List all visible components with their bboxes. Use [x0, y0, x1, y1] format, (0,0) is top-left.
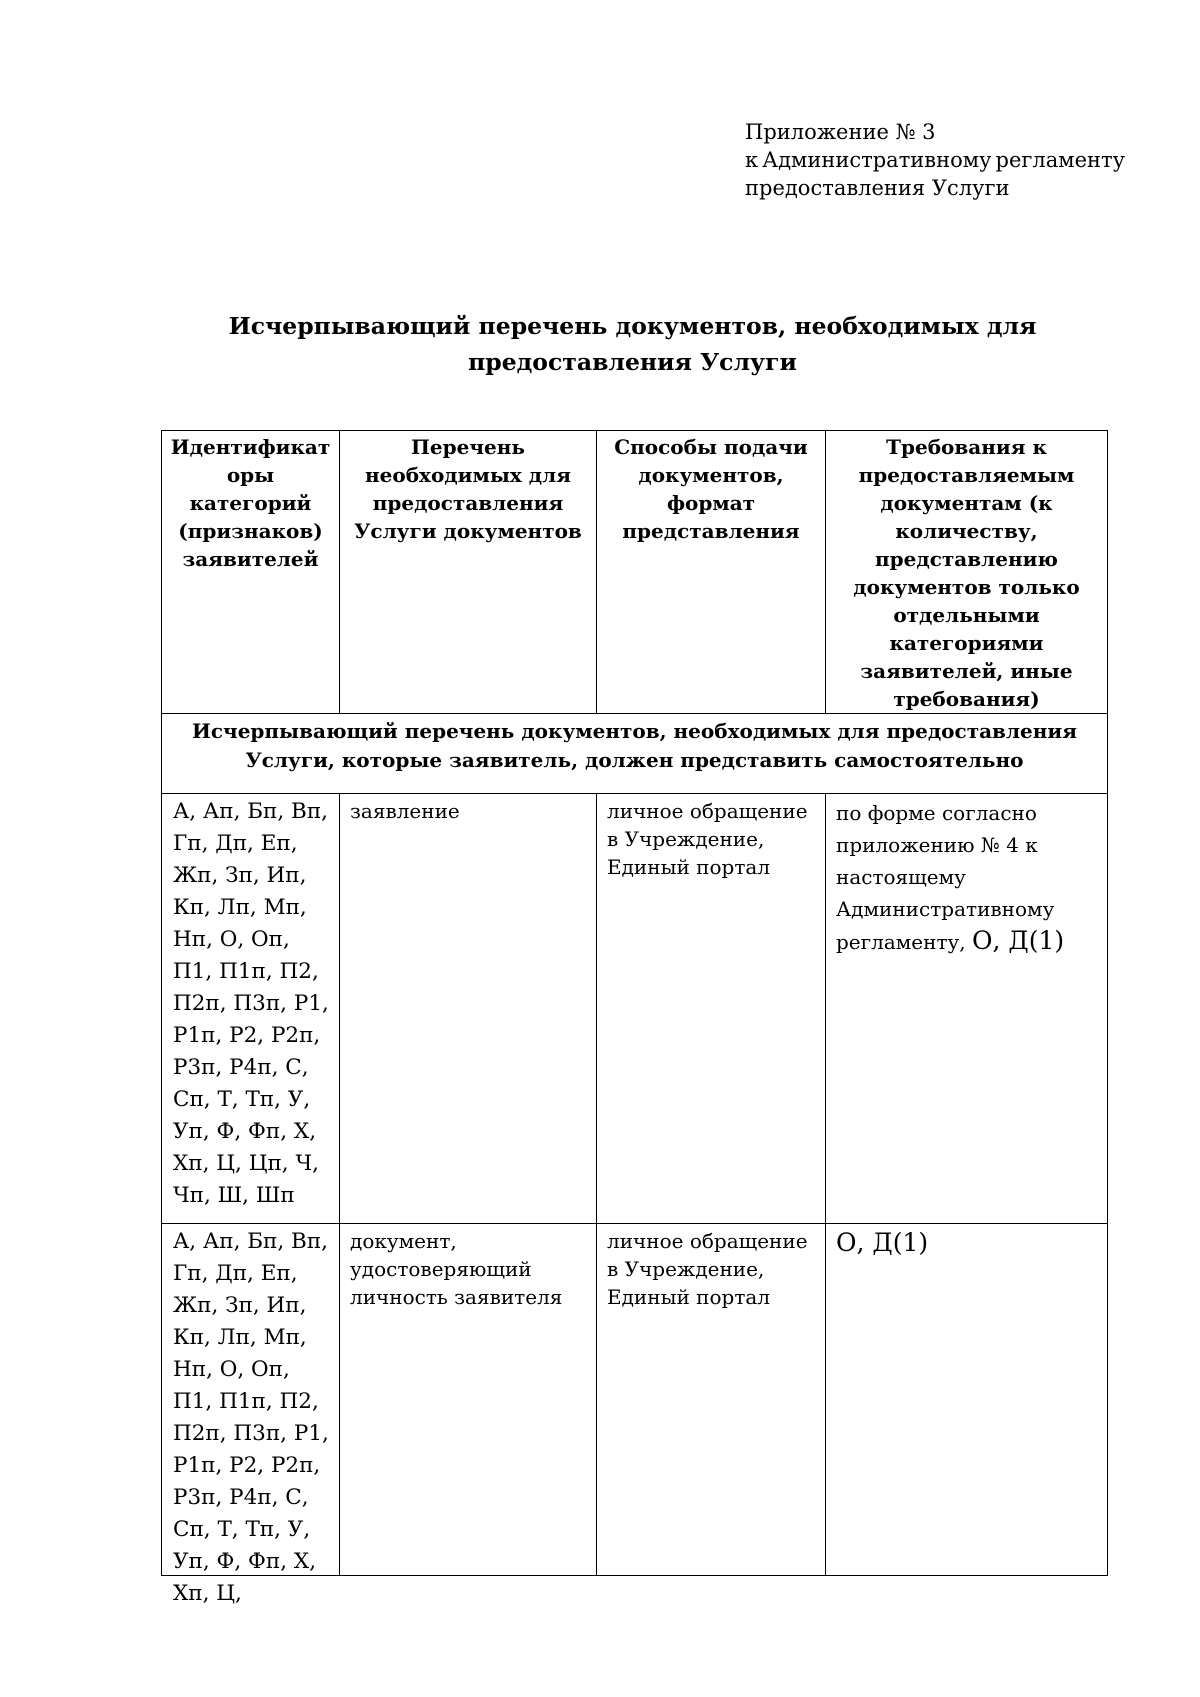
annex-service: предоставления Услуги — [745, 176, 1010, 200]
annex-word: к — [745, 148, 759, 172]
title-line: Исчерпывающий перечень документов, необходимых для — [228, 312, 1037, 340]
method-cell: личное обращение в Учреждение, Единый портал — [597, 794, 826, 1224]
annex-number: Приложение № 3 — [745, 120, 936, 144]
document-cell: документ, удостоверяющий личность заявителя — [340, 1224, 597, 1576]
column-header-documents: Перечень необходимых для предоставления Услуги документов — [340, 431, 597, 714]
annex-header — [745, 118, 1125, 202]
categories-cell: А, Ап, Бп, Вп, Гп, Дп, Еп, Жп, Зп, Ип, Кп, Лп, Мп, Нп, О, Оп, П1, П1п, П2, П2п, П3п, Р1, Р1п, Р2, Р2п, Р3п, Р4п, С, Сп, Т, Тп, У, Уп, Ф, Фп, Х, Хп, Ц, Цп, Ч, Чп, Ш, Шп — [162, 794, 340, 1224]
requirements-code: О, Д(1) — [836, 1228, 929, 1257]
requirements-text: по форме согласно приложению № 4 к настоящему Административному регламенту, — [836, 801, 1055, 954]
method-cell: личное обращение в Учреждение, Единый портал — [597, 1224, 826, 1576]
annex-word: регламенту — [995, 148, 1125, 172]
table-row — [162, 794, 1108, 1224]
annex-word: Административному — [762, 148, 992, 172]
section-row — [162, 714, 1108, 794]
table-row — [162, 1224, 1108, 1576]
title-line: предоставления Услуги — [468, 348, 797, 376]
requirements-cell — [826, 1224, 1108, 1576]
table-header-row — [162, 431, 1108, 714]
requirements-code: О, Д(1) — [972, 926, 1065, 955]
column-header-methods: Способы подачи документов, формат представления — [597, 431, 826, 714]
categories-text: А, Ап, Бп, Вп, Гп, Дп, Еп, Жп, Зп, Ип, Кп, Лп, Мп, Нп, О, Оп, П1, П1п, П2, П2п, П3п, Р1, Р1п, Р2, Р2п, Р3п, Р4п, С, Сп, Т, Тп, У, Уп, Ф, Фп, Х, Хп, Ц, — [173, 1229, 329, 1606]
annex-reference — [745, 146, 1125, 174]
column-header-requirements: Требования к предоставляемым документам (к количеству, представлению документов только отдельными категориями заявителей, иные требования) — [826, 431, 1108, 714]
section-heading: Исчерпывающий перечень документов, необходимых для предоставления Услуги, которые заявитель, должен представить самостоятельно — [162, 714, 1108, 794]
page-title — [160, 308, 1105, 380]
document-cell: заявление — [340, 794, 597, 1224]
categories-cell — [162, 1224, 340, 1606]
column-header-categories: Идентификат оры категорий (признаков) заявителей — [162, 431, 340, 714]
requirements-cell — [826, 794, 1108, 1224]
documents-table — [161, 430, 1108, 1606]
